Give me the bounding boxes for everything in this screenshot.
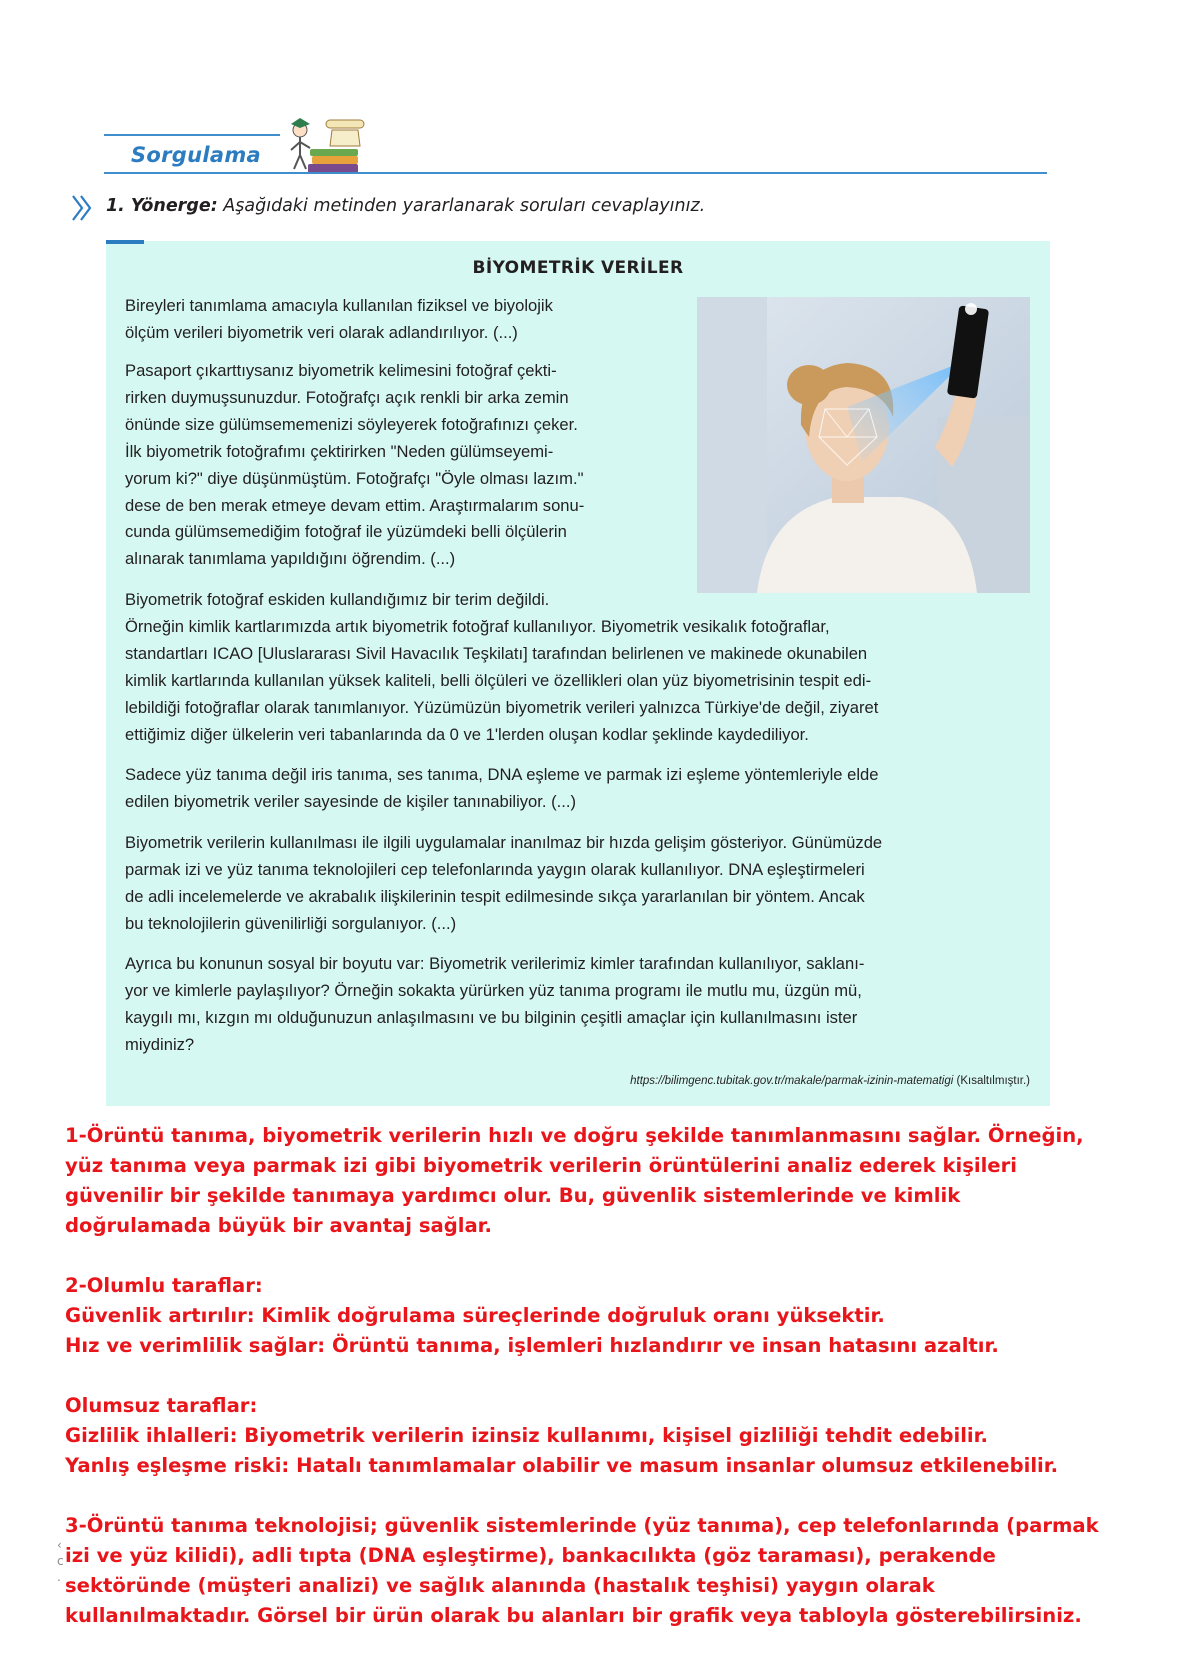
header-rule-short	[104, 134, 280, 136]
double-chevron-right-icon	[70, 193, 96, 223]
source-note: (Kısaltılmıştır.)	[953, 1075, 1030, 1087]
article-paragraph: Ayrıca bu konunun sosyal bir boyutu var: Biyometrik verilerimiz kimler tarafından kullanılıyor, saklanı- yor ve kimlerle paylaşılıyor? Örneğin sokakta yürürken yüz tanıma programı ile mutlu mu, üzgün mü, kaygılı mı, kızgın mı olduğunuzun anlaşılmasını ve bu bilginin çeşitli amaçlar için kullanılmasını ister miydiniz?	[125, 954, 865, 1054]
article-paragraph: Sadece yüz tanıma değil iris tanıma, ses tanıma, DNA eşleme ve parmak izi eşleme yöntemleriyle elde edilen biyometrik veriler sayesinde de kişiler tanınabiliyor. (...)	[125, 765, 879, 811]
source-url: https://bilimgenc.tubitak.gov.tr/makale/parmak-izinin-matematigi	[630, 1075, 954, 1087]
article-paragraph: Biyometrik fotoğraf eskiden kullandığımız bir terim değildi. Örneğin kimlik kartlarımızda artık biyometrik fotoğraf kullanılıyor. Biyometrik vesikalık fotoğraflar, standartları ICAO [Uluslararası Sivil Havacılık Teşkilatı] tarafından belirlenen ve makinede okunabilen kimlik kartlarında kullanılan yüksek kaliteli, belli ölçüleri ve özellikleri olan yüz biyometrisinin tespit edi- lebildiği fotoğraflar olarak tanımlanıyor. Yüzümüzün biyometrik verileri yalnızca Türkiye'de değil, ziyaret ettiğimiz diğer ülkelerin veri tabanlarında da 0 ve 1'lerden oluşan kodlar şeklinde kaydediliyor.	[125, 590, 879, 744]
section-title: Sorgulama	[131, 143, 262, 167]
instruction-label: 1. Yönerge:	[106, 196, 218, 216]
article-paragraph: Bireyleri tanımlama amacıyla kullanılan fiziksel ve biyolojik ölçüm verileri biyometrik veri olarak adlandırılıyor. (...)	[125, 296, 553, 342]
answers-text: 1-Örüntü tanıma, biyometrik verilerin hızlı ve doğru şekilde tanımlanmasını sağlar. Örneğin, yüz tanıma veya parmak izi gibi biyometrik verilerin örüntülerini analiz ederek kişileri güvenilir bir şekilde tanımaya yardımcı olur. Bu, güvenlik sistemlerinde ve kimlik doğrulamada büyük bir avantaj sağlar. 2-Olumlu taraflar: Güvenlik artırılır: Kimlik doğrulama süreçlerinde doğruluk oranı yüksektir. Hız ve verimlilik sağlar: Örüntü tanıma, işlemleri hızlandırır ve insan hatasını azaltır. Olumsuz taraflar: Gizlilik ihlalleri: Biyometrik verilerin izinsiz kullanımı, kişisel gizliliği tehdit edebilir. Yanlış eşleşme riski: Hatalı tanımlamalar olabilir ve masum insanlar olumsuz etkilenebilir. 3-Örüntü tanıma teknolojisi; güvenlik sistemlerinde (yüz tanıma), cep telefonlarında (parmak izi ve yüz kilidi), adli tıpta (DNA eşleştirme), bankacılıkta (göz taraması), perakende sektöründe (müşteri analizi) ve sağlık alanında (hastalık teşhisi) yaygın olarak kullanılmaktadır. Görsel bir ürün olarak bu alanları bir grafik veya tabloyla gösterebilirsiniz.	[65, 1124, 1099, 1627]
article-box	[106, 241, 1050, 1106]
instruction	[106, 196, 705, 216]
source-citation	[630, 1075, 1030, 1087]
article-title: BİYOMETRİK VERİLER	[472, 258, 684, 278]
instruction-text: Aşağıdaki metinden yararlanarak soruları cevaplayınız.	[217, 196, 706, 216]
article-photo	[697, 297, 1030, 593]
margin-mark: ‹ c .	[57, 1538, 64, 1584]
article-paragraph: Biyometrik verilerin kullanılması ile ilgili uygulamalar inanılmaz bir hızda gelişim gösteriyor. Günümüzde parmak izi ve yüz tanıma teknolojileri cep telefonlarında yaygın olarak kullanılıyor. DNA eşleştirmeleri de adli incelemelerde ve akrabalık ilişkilerinin tespit edilmesinde sıkça yararlanılan bir yöntem. Ancak bu teknolojilerin güvenilirliği sorgulanıyor. (...)	[125, 833, 883, 933]
article-paragraph: Pasaport çıkarttıysanız biyometrik kelimesini fotoğraf çekti- rirken duymuşsunuzdur. Fotoğrafçı açık renkli bir arka zemin önünde size gülümsememenizi söyleyerek fotoğrafınızı çeker. İlk biyometrik fotoğrafımı çektirirken "Neden gülümseyemi- yorum ki?" diye düşünmüştüm. Fotoğrafçı "Öyle olması lazım." dese de ben merak etmeye devam ettim. Araştırmalarım sonu- cunda gülümsemediğim fotoğraf ile yüzümdeki belli ölçülerin alınarak tanımlama yapıldığını öğrendim. (...)	[125, 361, 585, 569]
box-accent-bar	[106, 240, 144, 244]
reading-mascot-icon	[286, 112, 372, 176]
header-rule	[104, 172, 1047, 174]
